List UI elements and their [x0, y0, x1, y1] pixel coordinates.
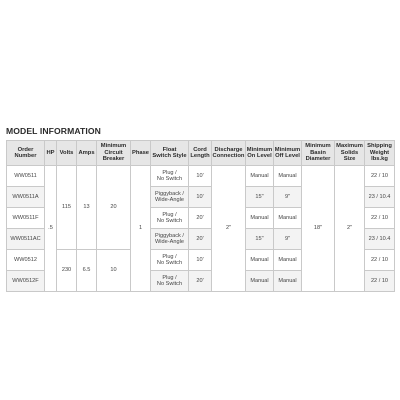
cell-float: Plug / No Switch	[151, 166, 189, 187]
cell-volts: 230	[57, 250, 77, 292]
cell-breaker: 20	[97, 166, 131, 250]
header-float-switch: Float Switch Style	[151, 141, 189, 166]
cell-order: WW0511A	[7, 187, 45, 208]
header-phase: Phase	[131, 141, 151, 166]
cell-cord: 20'	[189, 229, 212, 250]
cell-hp: .5	[45, 166, 57, 292]
header-order-number: Order Number	[7, 141, 45, 166]
model-info-table	[6, 140, 395, 292]
table-row	[7, 166, 395, 187]
cell-on-level: Manual	[246, 166, 274, 187]
cell-weight: 23 / 10.4	[365, 229, 395, 250]
cell-amps: 6.5	[77, 250, 97, 292]
cell-cord: 10'	[189, 166, 212, 187]
header-max-solids: Maximum Solids Size	[335, 141, 365, 166]
cell-float: Plug / No Switch	[151, 208, 189, 229]
cell-cord: 20'	[189, 271, 212, 292]
header-min-basin: Minimum Basin Diameter	[302, 141, 335, 166]
cell-off-level: Manual	[274, 250, 302, 271]
cell-weight: 22 / 10	[365, 271, 395, 292]
cell-weight: 22 / 10	[365, 166, 395, 187]
cell-solids: 2"	[335, 166, 365, 292]
section-title: MODEL INFORMATION	[6, 126, 101, 136]
header-discharge: Discharge Connection	[212, 141, 246, 166]
cell-cord: 20'	[189, 208, 212, 229]
cell-cord: 10'	[189, 250, 212, 271]
header-cord-length: Cord Length	[189, 141, 212, 166]
cell-off-level: 9"	[274, 187, 302, 208]
cell-breaker: 10	[97, 250, 131, 292]
header-shipping-weight: Shipping Weight lbs.kg	[365, 141, 395, 166]
table-header-row	[7, 141, 395, 166]
cell-order: WW0511F	[7, 208, 45, 229]
cell-order: WW0512F	[7, 271, 45, 292]
cell-weight: 23 / 10.4	[365, 187, 395, 208]
cell-volts: 115	[57, 166, 77, 250]
cell-float: Piggyback / Wide-Angle	[151, 187, 189, 208]
cell-on-level: Manual	[246, 271, 274, 292]
cell-off-level: Manual	[274, 208, 302, 229]
header-volts: Volts	[57, 141, 77, 166]
cell-float: Plug / No Switch	[151, 271, 189, 292]
header-hp: HP	[45, 141, 57, 166]
cell-phase: 1	[131, 166, 151, 292]
cell-amps: 13	[77, 166, 97, 250]
cell-on-level: Manual	[246, 208, 274, 229]
cell-on-level: Manual	[246, 250, 274, 271]
cell-off-level: Manual	[274, 166, 302, 187]
cell-weight: 22 / 10	[365, 208, 395, 229]
cell-order: WW0512	[7, 250, 45, 271]
header-min-breaker: Minimum Circuit Breaker	[97, 141, 131, 166]
cell-order: WW0511AC	[7, 229, 45, 250]
cell-float: Plug / No Switch	[151, 250, 189, 271]
header-amps: Amps	[77, 141, 97, 166]
cell-cord: 10'	[189, 187, 212, 208]
cell-basin: 18"	[302, 166, 335, 292]
cell-on-level: 15"	[246, 229, 274, 250]
cell-discharge: 2"	[212, 166, 246, 292]
cell-off-level: 9"	[274, 229, 302, 250]
cell-off-level: Manual	[274, 271, 302, 292]
header-min-off-level: Minimum Off Level	[274, 141, 302, 166]
cell-order: WW0511	[7, 166, 45, 187]
cell-on-level: 15"	[246, 187, 274, 208]
header-min-on-level: Minimum On Level	[246, 141, 274, 166]
cell-float: Piggyback / Wide-Angle	[151, 229, 189, 250]
cell-weight: 22 / 10	[365, 250, 395, 271]
